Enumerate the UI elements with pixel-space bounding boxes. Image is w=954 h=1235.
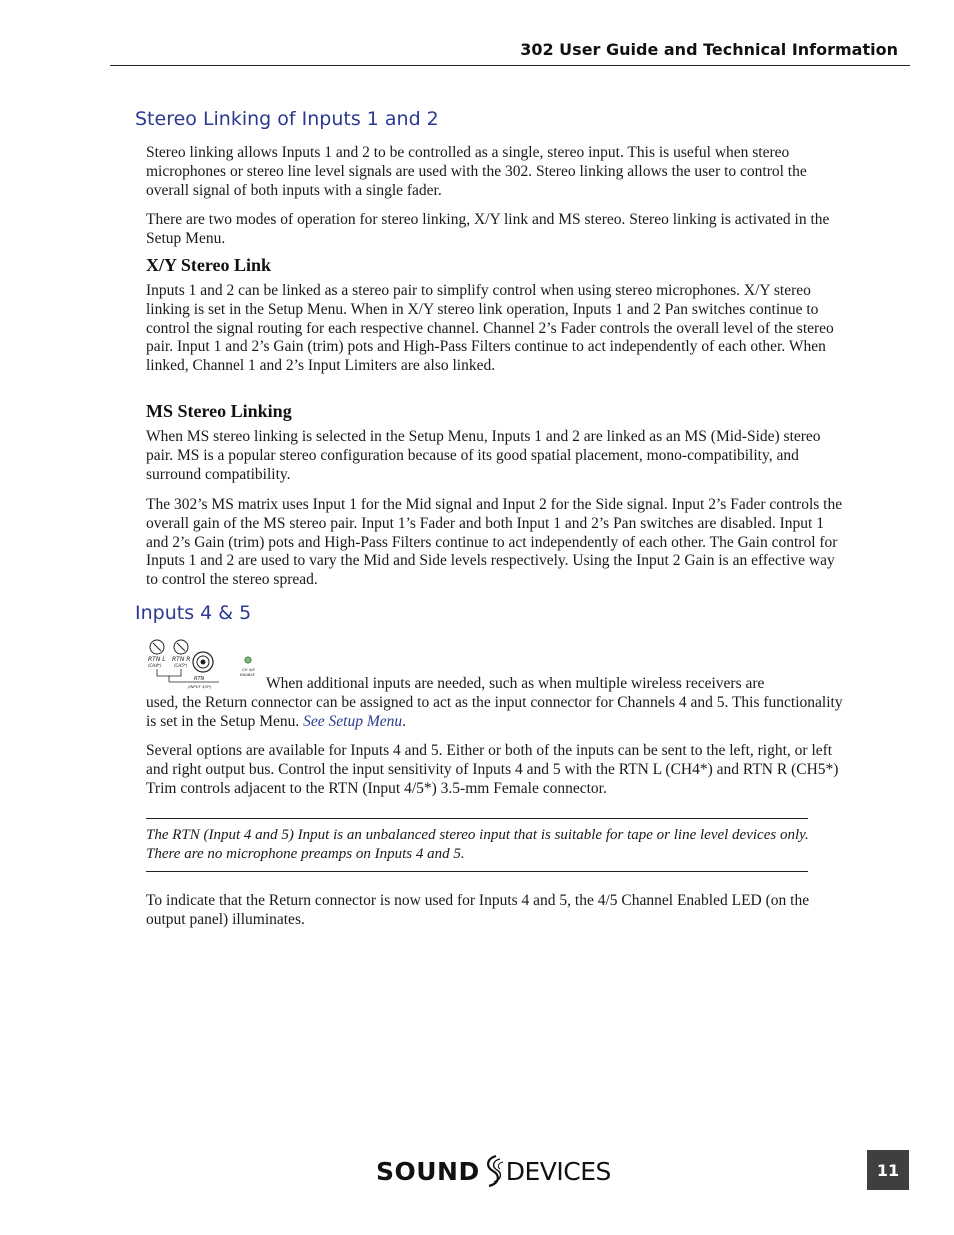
rtn-panel-figure — [144, 636, 264, 692]
led-indicator-icon — [245, 657, 251, 663]
figure-label: RTN — [194, 676, 205, 682]
section-title-stereo-linking: Stereo Linking of Inputs 1 and 2 — [135, 108, 439, 130]
figure-label: RTN R — [172, 656, 191, 663]
figure-label: ENABLE — [240, 672, 255, 677]
logo-text-sound: SOUND — [376, 1156, 480, 1186]
trim-knob-icon — [174, 640, 188, 654]
running-header: 302 User Guide and Technical Information — [520, 40, 898, 59]
see-setup-menu-link[interactable]: See Setup Menu — [303, 712, 403, 730]
sound-devices-logo — [376, 1153, 611, 1189]
figure-label: RTN L — [148, 656, 166, 663]
logo-text-devices: DEVICES — [505, 1156, 611, 1186]
paragraph — [146, 694, 846, 732]
page-number: 11 — [867, 1150, 909, 1190]
note-rule-top — [146, 818, 808, 819]
subsection-title-xy: X/Y Stereo Link — [146, 255, 272, 275]
figure-label: (CH5*) — [174, 663, 188, 668]
paragraph: Stereo linking allows Inputs 1 and 2 to be controlled as a single, stereo input. This is useful when stereo microphones or stereo line level signals are used with the 302. Stereo linking allows the user to control the overall signal of both inputs with a single fader. — [146, 144, 807, 199]
paragraph-line: When additional inputs are needed, such as when multiple wireless receivers are — [266, 675, 765, 692]
jack-connector-icon — [193, 652, 213, 672]
note-rule-bottom — [146, 871, 808, 872]
paragraph-text: used, the Return connector can be assigned to act as the input connector for Channels 4 and 5. This functionality is set in the Setup Menu. — [146, 694, 843, 730]
section-title-inputs-4-5: Inputs 4 & 5 — [135, 602, 252, 624]
paragraph: The 302’s MS matrix uses Input 1 for the Mid signal and Input 2 for the Side signal. Input 2’s Fader controls the overall gain of the MS stereo pair. Input 1’s Fader and both Input 1 and 2’s Pan switches are disabled. Input 1 and 2’s Gain (trim) pots and High-Pass Filters continue to act independently of each other. The Gain control for Inputs 1 and 2 are used to vary the Mid and Side levels respectively. Using the Input 2 Gain is an effective way to control the stereo spread. — [146, 496, 843, 589]
header-rule — [110, 65, 910, 66]
sound-devices-wave-icon — [480, 1153, 506, 1189]
paragraph-text: . — [402, 712, 407, 730]
figure-label: (CH4*) — [148, 663, 162, 668]
figure-label: CH 4/5 — [242, 667, 255, 672]
trim-knob-icon — [150, 640, 164, 654]
paragraph: Several options are available for Inputs 4 and 5. Either or both of the inputs can be sent to the left, right, or left and right output bus. Control the input sensitivity of Inputs 4 and 5 with the RTN L (CH4*) and RTN R (CH5*) Trim controls adjacent to the RTN (Input 4/5*) 3.5-mm Female connector. — [146, 742, 839, 797]
paragraph: Inputs 1 and 2 can be linked as a stereo pair to simplify control when using stereo microphones. X/Y stereo linking is set in the Setup Menu. When in X/Y stereo link operation, Inputs 1 and 2 Pan switches continue to control the signal routing for each respective channel. Channel 2’s Fader controls the overall level of the stereo pair. Input 1 and 2’s Gain (trim) pots and High-Pass Filters continue to act independently of each other. When linked, Channel 1 and 2’s Input Limiters are also linked. — [146, 282, 834, 375]
paragraph: When MS stereo linking is selected in the Setup Menu, Inputs 1 and 2 are linked as an MS (Mid-Side) stereo pair. MS is a popular stereo configuration because of its good spatial placement, mono-compatibility, and surround compatibility. — [146, 428, 821, 483]
paragraph: There are two modes of operation for stereo linking, X/Y link and MS stereo. Stereo linking is activated in the Setup Menu. — [146, 211, 830, 247]
subsection-title-ms: MS Stereo Linking — [146, 401, 292, 421]
note-text: The RTN (Input 4 and 5) Input is an unbalanced stereo input that is suitable for tape or line level devices only. There are no microphone preamps on Inputs 4 and 5. — [146, 827, 809, 862]
figure-label: (INPUT 4/5*) — [188, 684, 212, 689]
paragraph: To indicate that the Return connector is now used for Inputs 4 and 5, the 4/5 Channel Enabled LED (on the output panel) illuminates. — [146, 892, 810, 928]
